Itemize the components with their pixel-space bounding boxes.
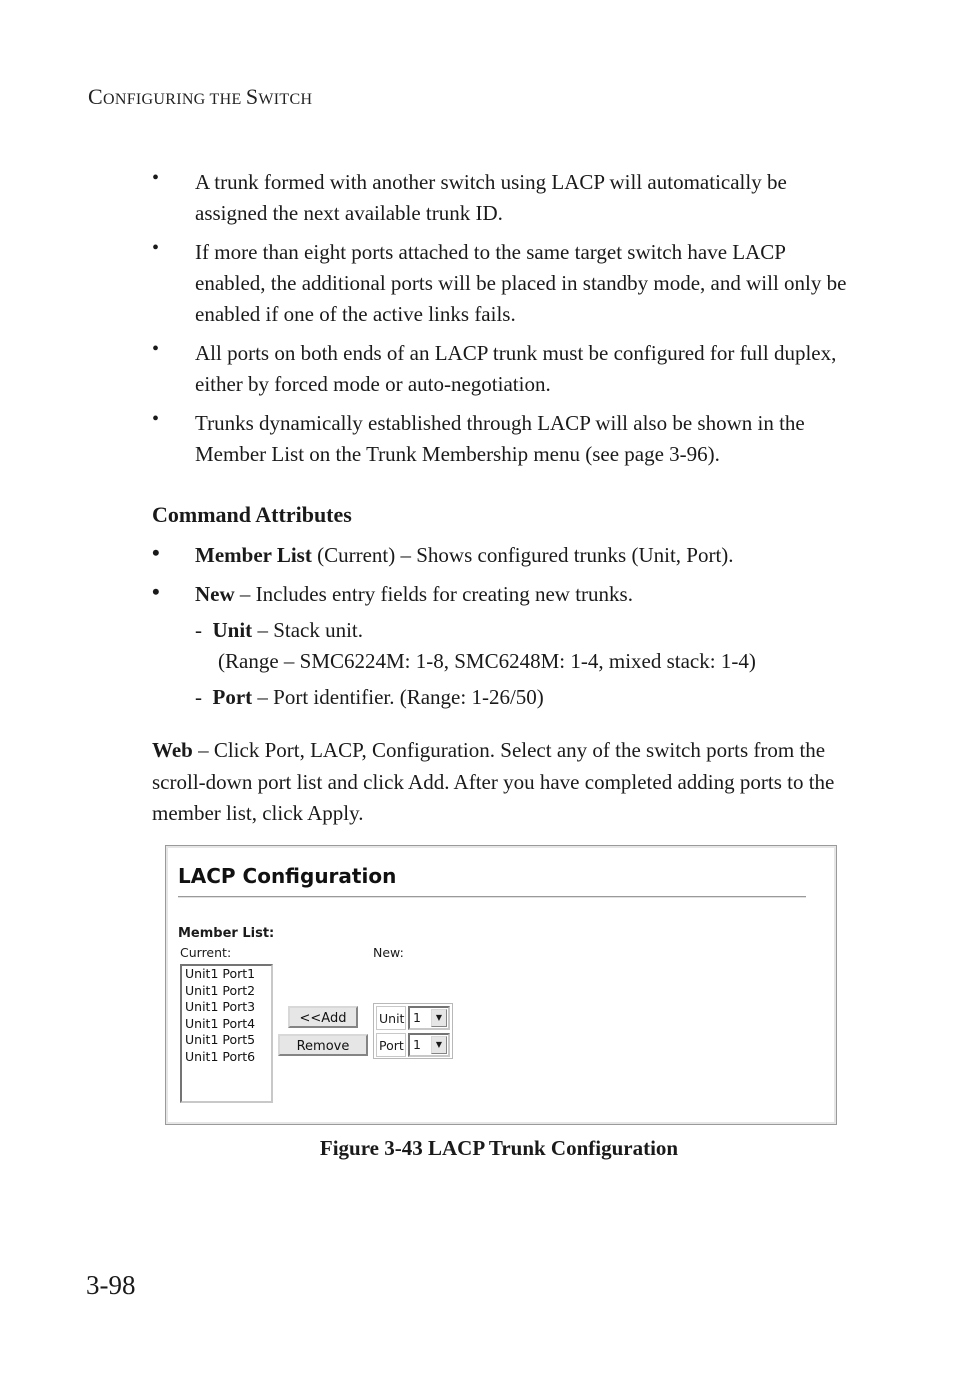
web-paragraph bbox=[152, 735, 852, 830]
desc: – Stack unit. bbox=[252, 618, 364, 642]
bullet-text: If more than eight ports attached to the same target switch have LACP enabled, the additional ports will be placed in standby mode, and will only be enabled if one of the active links fails. bbox=[195, 240, 847, 326]
current-label: Current: bbox=[180, 945, 232, 960]
new-label: New: bbox=[373, 945, 404, 960]
bullet-dot: • bbox=[152, 167, 160, 189]
dash: - bbox=[195, 685, 202, 709]
desc: – Port identifier. (Range: 1-26/50) bbox=[252, 685, 544, 709]
list-item[interactable]: Unit1 Port2 bbox=[185, 982, 256, 998]
panel-title: LACP Configuration bbox=[178, 864, 397, 888]
term: Web bbox=[152, 738, 193, 762]
list-item[interactable]: Unit1 Port3 bbox=[185, 999, 256, 1014]
figure-caption: Figure 3-43 LACP Trunk Configuration bbox=[319, 1136, 679, 1160]
desc: – Includes entry fields for creating new trunks. bbox=[234, 582, 633, 606]
add-button[interactable]: <<Add bbox=[288, 1006, 358, 1028]
attr-text bbox=[195, 540, 875, 571]
sub-text bbox=[195, 682, 875, 713]
member-listbox[interactable] bbox=[180, 964, 273, 1103]
header-small-1: ONFIGURING THE bbox=[102, 91, 246, 108]
page-number: 3-98 bbox=[86, 1270, 136, 1300]
sub-text bbox=[195, 615, 875, 646]
list-item[interactable]: Unit1 Port6 bbox=[185, 1048, 256, 1064]
header-cap-c: C bbox=[88, 84, 103, 109]
port-select[interactable] bbox=[408, 1033, 450, 1057]
bullet-dot: • bbox=[152, 338, 160, 360]
bullet-dot: • bbox=[152, 237, 160, 259]
port-value: 1 bbox=[413, 1037, 421, 1052]
header-cap-s: S bbox=[245, 84, 259, 109]
bullet-dot: • bbox=[152, 408, 160, 430]
unit-label: Unit bbox=[376, 1006, 406, 1030]
desc: (Current) – Shows configured trunks (Unit, Port). bbox=[311, 543, 734, 567]
list-item[interactable]: Unit1 Port4 bbox=[185, 1015, 256, 1031]
unit-select[interactable] bbox=[408, 1006, 450, 1030]
title-divider bbox=[178, 896, 806, 898]
attr-text bbox=[195, 579, 875, 610]
unit-value: 1 bbox=[413, 1010, 421, 1025]
chevron-down-icon[interactable]: ▼ bbox=[431, 1036, 447, 1054]
bullet-dot: • bbox=[152, 579, 160, 604]
running-header bbox=[88, 84, 312, 110]
new-entry-fields bbox=[373, 1003, 453, 1059]
header-small-2: WITCH bbox=[258, 91, 313, 108]
remove-button[interactable]: Remove bbox=[278, 1034, 368, 1056]
port-label: Port bbox=[376, 1033, 406, 1057]
section-heading: Command Attributes bbox=[152, 502, 352, 527]
chevron-down-icon[interactable]: ▼ bbox=[431, 1009, 447, 1027]
range-text: (Range – SMC6224M: 1-8, SMC6248M: 1-4, mixed stack: 1-4) bbox=[218, 649, 756, 673]
bullet-text: All ports on both ends of an LACP trunk must be configured for full duplex, either by forced mode or auto-negotiation. bbox=[195, 341, 837, 396]
term: Unit bbox=[212, 618, 253, 642]
list-item[interactable]: Unit1 Port5 bbox=[185, 1032, 256, 1047]
bullet-text: A trunk formed with another switch using LACP will automatically be assigned the next available trunk ID. bbox=[195, 170, 787, 225]
term: Port bbox=[212, 685, 253, 709]
lacp-config-screenshot bbox=[165, 845, 837, 1125]
bullet-dot: • bbox=[152, 540, 160, 565]
list-item[interactable]: Unit1 Port1 bbox=[185, 966, 256, 981]
desc: – Click Port, LACP, Configuration. Select any of the switch ports from the scroll-down port list and click Add. After you have completed adding ports to the member list, click Apply. bbox=[152, 738, 835, 825]
term: Member List bbox=[195, 543, 312, 567]
bullet-text: Trunks dynamically established through LACP will also be shown in the Member List on the Trunk Membership menu (see page 3-96). bbox=[195, 411, 805, 466]
term: New bbox=[195, 582, 235, 606]
member-list-label: Member List: bbox=[178, 926, 275, 941]
dash: - bbox=[195, 618, 202, 642]
